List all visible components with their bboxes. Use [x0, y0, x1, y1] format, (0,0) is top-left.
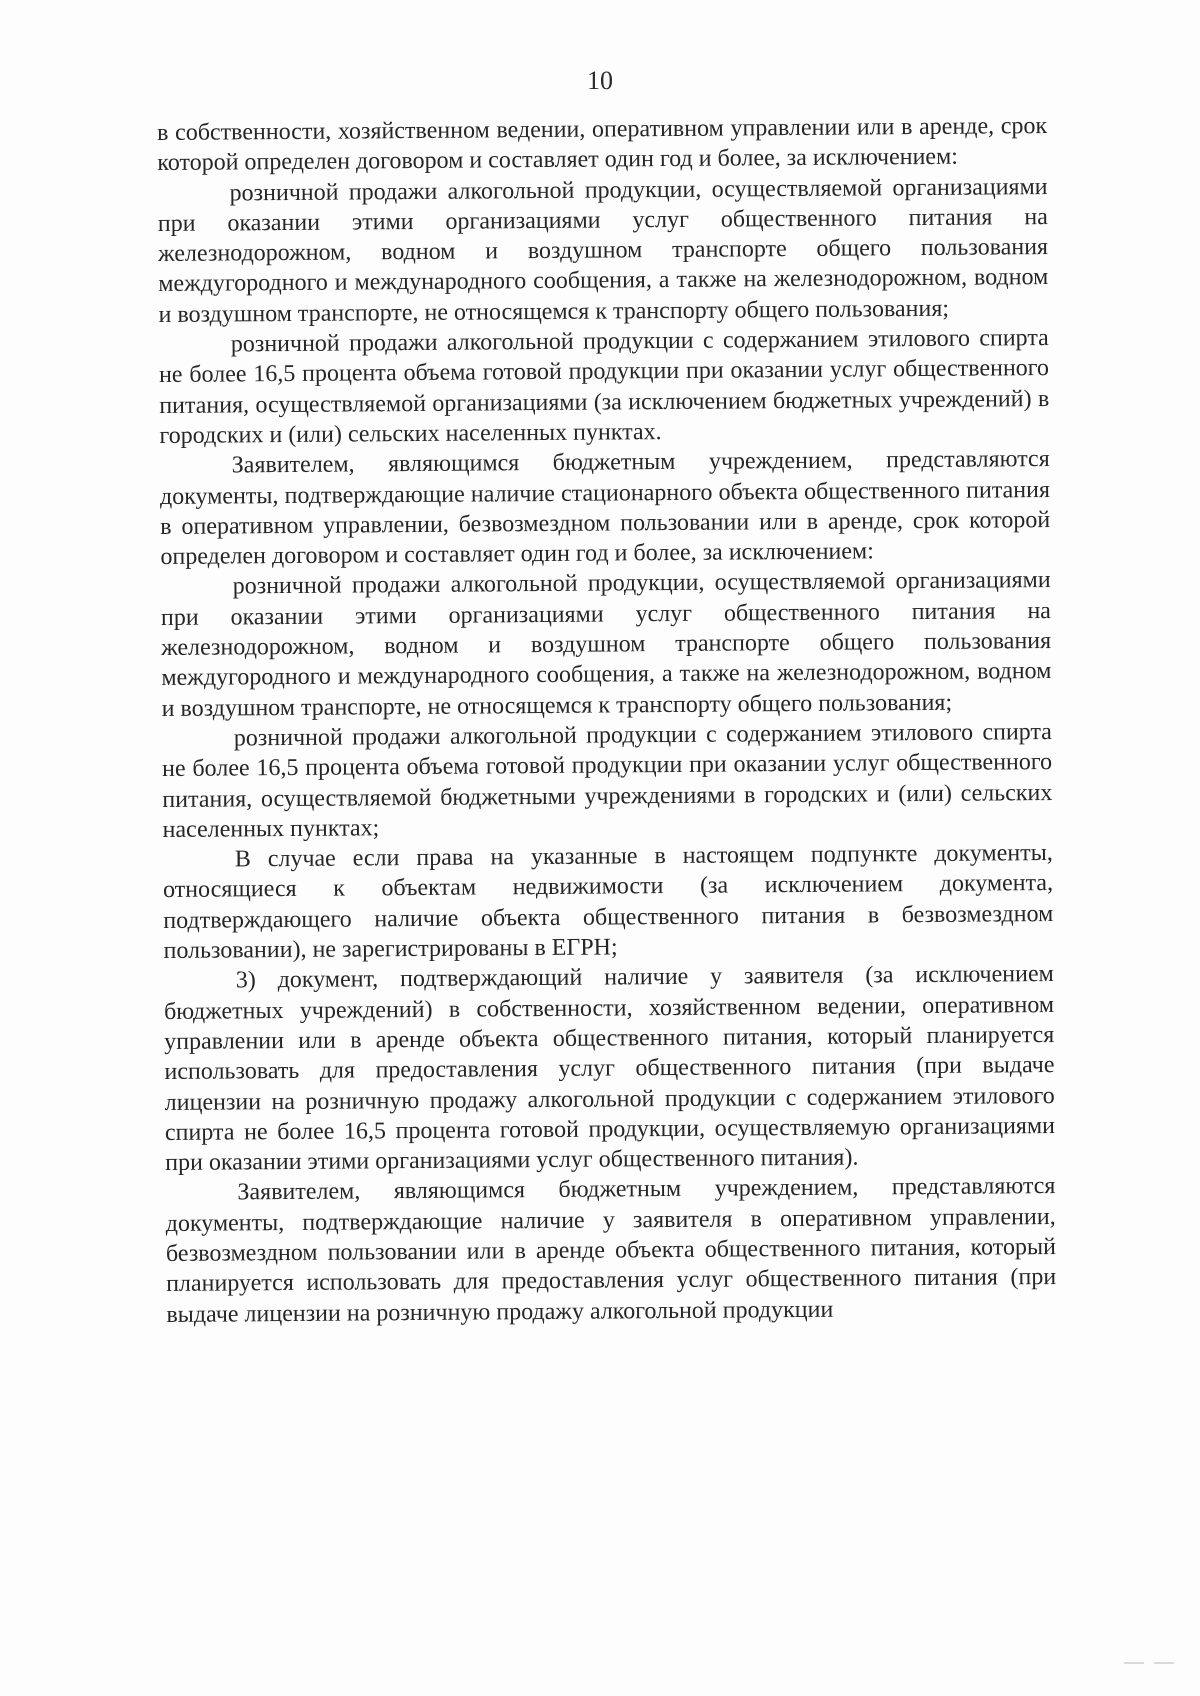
paragraph: в собственности, хозяйственном ведении, оперативном управлении или в аренде, срок которой определен договором и составляет один год и более, за исключением:	[157, 113, 1048, 177]
paragraph: Заявителем, являющимся бюджетным учреждением, представляются документы, подтверждающие наличие у заявителя в оперативном управлении, безвозмездном пользовании или в аренде объекта общественного питания, который планируется использовать для предоставления услуг общественного питания (при выдаче лицензии на розничную продажу алкогольной продукции	[165, 1173, 1057, 1328]
paragraph: В случае если права на указанные в настоящем подпункте документы, относящиеся к объектам недвижимости (за исключением документа, подтверждающего наличие объекта общественного питания в безвозмездном пользовании), не зарегистрированы в ЕГРН;	[162, 840, 1054, 964]
paragraph: Заявителем, являющимся бюджетным учреждением, представляются документы, подтверждающие наличие стационарного объекта общественного питания в оперативном управлении, безвозмездном пользовании или в аренде, срок которой определен договором и составляет один год и более, за исключением:	[159, 446, 1051, 571]
paragraph: 3) документ, подтверждающий наличие у заявителя (за исключением бюджетных учреждений) в собственности, хозяйственном ведении, оперативном управлении или в аренде объекта общественного питания, который планируется использовать для предоставления услуг общественного питания (при выдаче лицензии на розничную продажу алкогольной продукции с содержанием этилового спирта не более 16,5 процента готовой продукции, осуществляемую организациями при оказании этими организациями услуг общественного питания).	[163, 961, 1056, 1177]
paragraph: розничной продажи алкогольной продукции, осуществляемой организациями при оказании этими организациями услуг общественного питания на железнодорожном, водном и воздушном транспорте общего пользования междугородного и международного сообщения, а также на железнодорожном, водном и воздушном транспорте, не относящемся к транспорту общего пользования;	[157, 173, 1049, 328]
paragraph: розничной продажи алкогольной продукции с содержанием этилового спирта не более 16,5 процента объема готовой продукции при оказании услуг общественного питания, осуществляемой бюджетными учреждениями в городских и (или) сельских населенных пунктах;	[162, 718, 1053, 843]
scan-edge-mark	[1124, 1662, 1174, 1664]
paragraph: розничной продажи алкогольной продукции, осуществляемой организациями при оказании этими организациями услуг общественного питания на железнодорожном, водном и воздушном транспорте общего пользования междугородного и международного сообщения, а также на железнодорожном, водном и воздушном транспорте, не относящемся к транспорту общего пользования;	[160, 567, 1052, 722]
body-text	[157, 111, 1056, 1330]
paragraph: розничной продажи алкогольной продукции с содержанием этилового спирта не более 16,5 процента объема готовой продукции при оказании услуг общественного питания, осуществляемой организациями (за исключением бюджетных учреждений) в городских и (или) сельских населенных пунктах.	[158, 325, 1050, 449]
page-number: 10	[587, 66, 613, 95]
